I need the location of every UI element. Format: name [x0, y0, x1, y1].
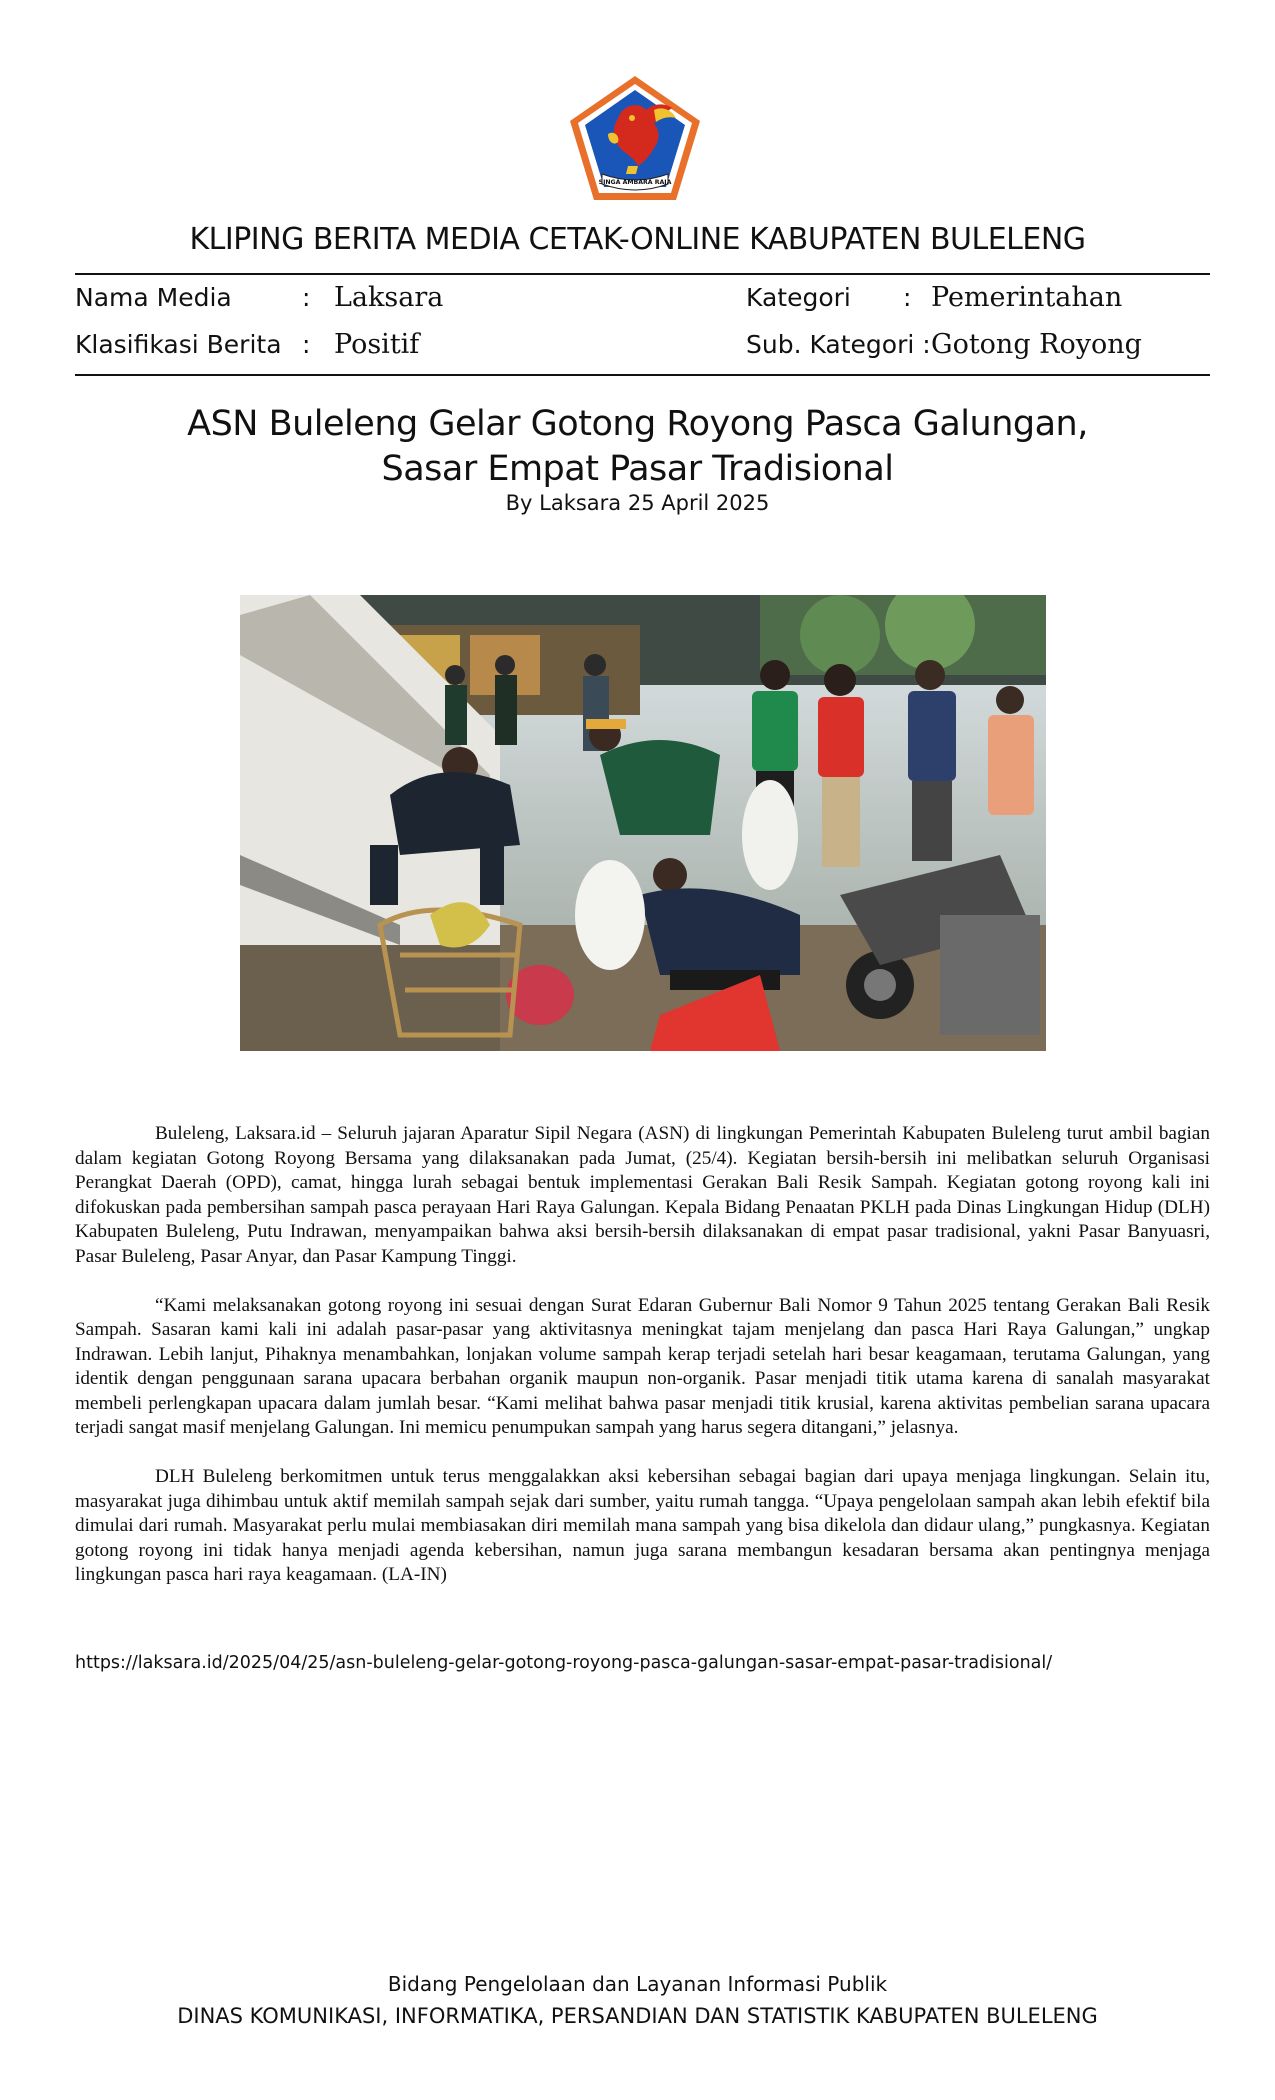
headline-line-1: ASN Buleleng Gelar Gotong Royong Pasca Galungan, — [187, 404, 1088, 444]
source-url[interactable]: https://laksara.id/2025/04/25/asn-buleleng-gelar-gotong-royong-pasca-galungan-sasar-empat-pasar-tradisional/ — [75, 1653, 1053, 1673]
kategori-colon: : — [903, 283, 912, 312]
article-byline: By Laksara 25 April 2025 — [505, 491, 770, 515]
media-value: Laksara — [334, 282, 444, 313]
subkategori-label: Sub. Kategori : — [746, 330, 931, 359]
article-paragraph: DLH Buleleng berkomitmen untuk terus menggalakkan aksi kebersihan sebagai bagian dari upaya menjaga lingkungan. Selain itu, masyarakat juga dihimbau untuk aktif memilah sampah sejak dari sumber, yaitu rumah tangga. “Upaya pengelolaan sampah akan lebih efektif bila dimulai dari rumah. Masyarakat perlu mulai membiasakan diri memilah mana sampah yang bisa dikelola dan didaur ulang,” pungkasnya. Kegiatan gotong royong ini tidak hanya menjadi agenda kebersihan, namun juga sarana membangun kesadaran bersama akan pentingnya menjaga lingkungan pasca hari raya keagamaan. (LA-IN) — [75, 1466, 1210, 1585]
article-photo — [240, 595, 1046, 1051]
footer-agency: DINAS KOMUNIKASI, INFORMATIKA, PERSANDIAN DAN STATISTIK KABUPATEN BULELENG — [177, 2004, 1098, 2028]
footer-division: Bidang Pengelolaan dan Layanan Informasi Publik — [387, 1972, 888, 1996]
kategori-value: Pemerintahan — [931, 282, 1123, 313]
media-label: Nama Media — [75, 283, 232, 312]
media-colon: : — [302, 283, 311, 312]
klasifikasi-value: Positif — [334, 329, 420, 360]
logo-motto: SINGA AMBARA RAJA — [598, 179, 672, 186]
klasifikasi-colon: : — [302, 330, 311, 359]
header-top-rule — [75, 273, 1210, 275]
article-paragraph: “Kami melaksanakan gotong royong ini sesuai dengan Surat Edaran Gubernur Bali Nomor 9 Tahun 2025 tentang Gerakan Bali Resik Sampah. Sasaran kami kali ini adalah pasar-pasar yang aktivitasnya meningkat tajam menjelang dan pasca Hari Raya Galungan,” ungkap Indrawan. Lebih lanjut, Pihaknya menambahkan, lonjakan volume sampah kerap terjadi setelah hari besar keagamaan, terutama Galungan, yang identik dengan penggunaan sarana upacara berbahan organik maupun non-organik. Pasar menjadi titik utama karena di sanalah masyarakat membeli perlengkapan upacara dalam jumlah besar. “Kami melihat bahwa pasar menjadi titik krusial, karena aktivitas pembelian sarana upacara terjadi sangat masif menjelang Galungan. Ini memicu penumpukan sampah yang harus segera ditangani,” jelasnya. — [75, 1294, 1210, 1438]
article-body — [75, 1122, 1210, 1612]
headline-line-2: Sasar Empat Pasar Tradisional — [381, 449, 894, 489]
kategori-label: Kategori — [746, 283, 851, 312]
subkategori-value: Gotong Royong — [931, 329, 1142, 360]
article-paragraph: Buleleng, Laksara.id – Seluruh jajaran Aparatur Sipil Negara (ASN) di lingkungan Pemerintah Kabupaten Buleleng turut ambil bagian dalam kegiatan Gotong Royong Bersama yang dilaksanakan pada Jumat, (25/4). Kegiatan bersih-bersih ini melibatkan seluruh Organisasi Perangkat Daerah (OPD), camat, hingga lurah sebagai bentuk implementasi Gerakan Bali Resik Sampah. Kegiatan gotong royong kali ini difokuskan pada pembersihan sampah pasca perayaan Hari Raya Galungan. Kepala Bidang Penaatan PKLH pada Dinas Lingkungan Hidup (DLH) Kabupaten Buleleng, Putu Indrawan, menyampaikan bahwa aksi bersih-bersih dilaksanakan di empat pasar tradisional, yakni Pasar Banyuasri, Pasar Buleleng, Pasar Anyar, dan Pasar Kampung Tinggi. — [75, 1123, 1210, 1267]
buleleng-emblem-logo — [568, 74, 702, 202]
header-bottom-rule — [75, 374, 1210, 376]
article-headline — [0, 402, 1275, 492]
klasifikasi-label: Klasifikasi Berita — [75, 330, 282, 359]
kliping-title: KLIPING BERITA MEDIA CETAK-ONLINE KABUPATEN BULELENG — [189, 222, 1086, 257]
